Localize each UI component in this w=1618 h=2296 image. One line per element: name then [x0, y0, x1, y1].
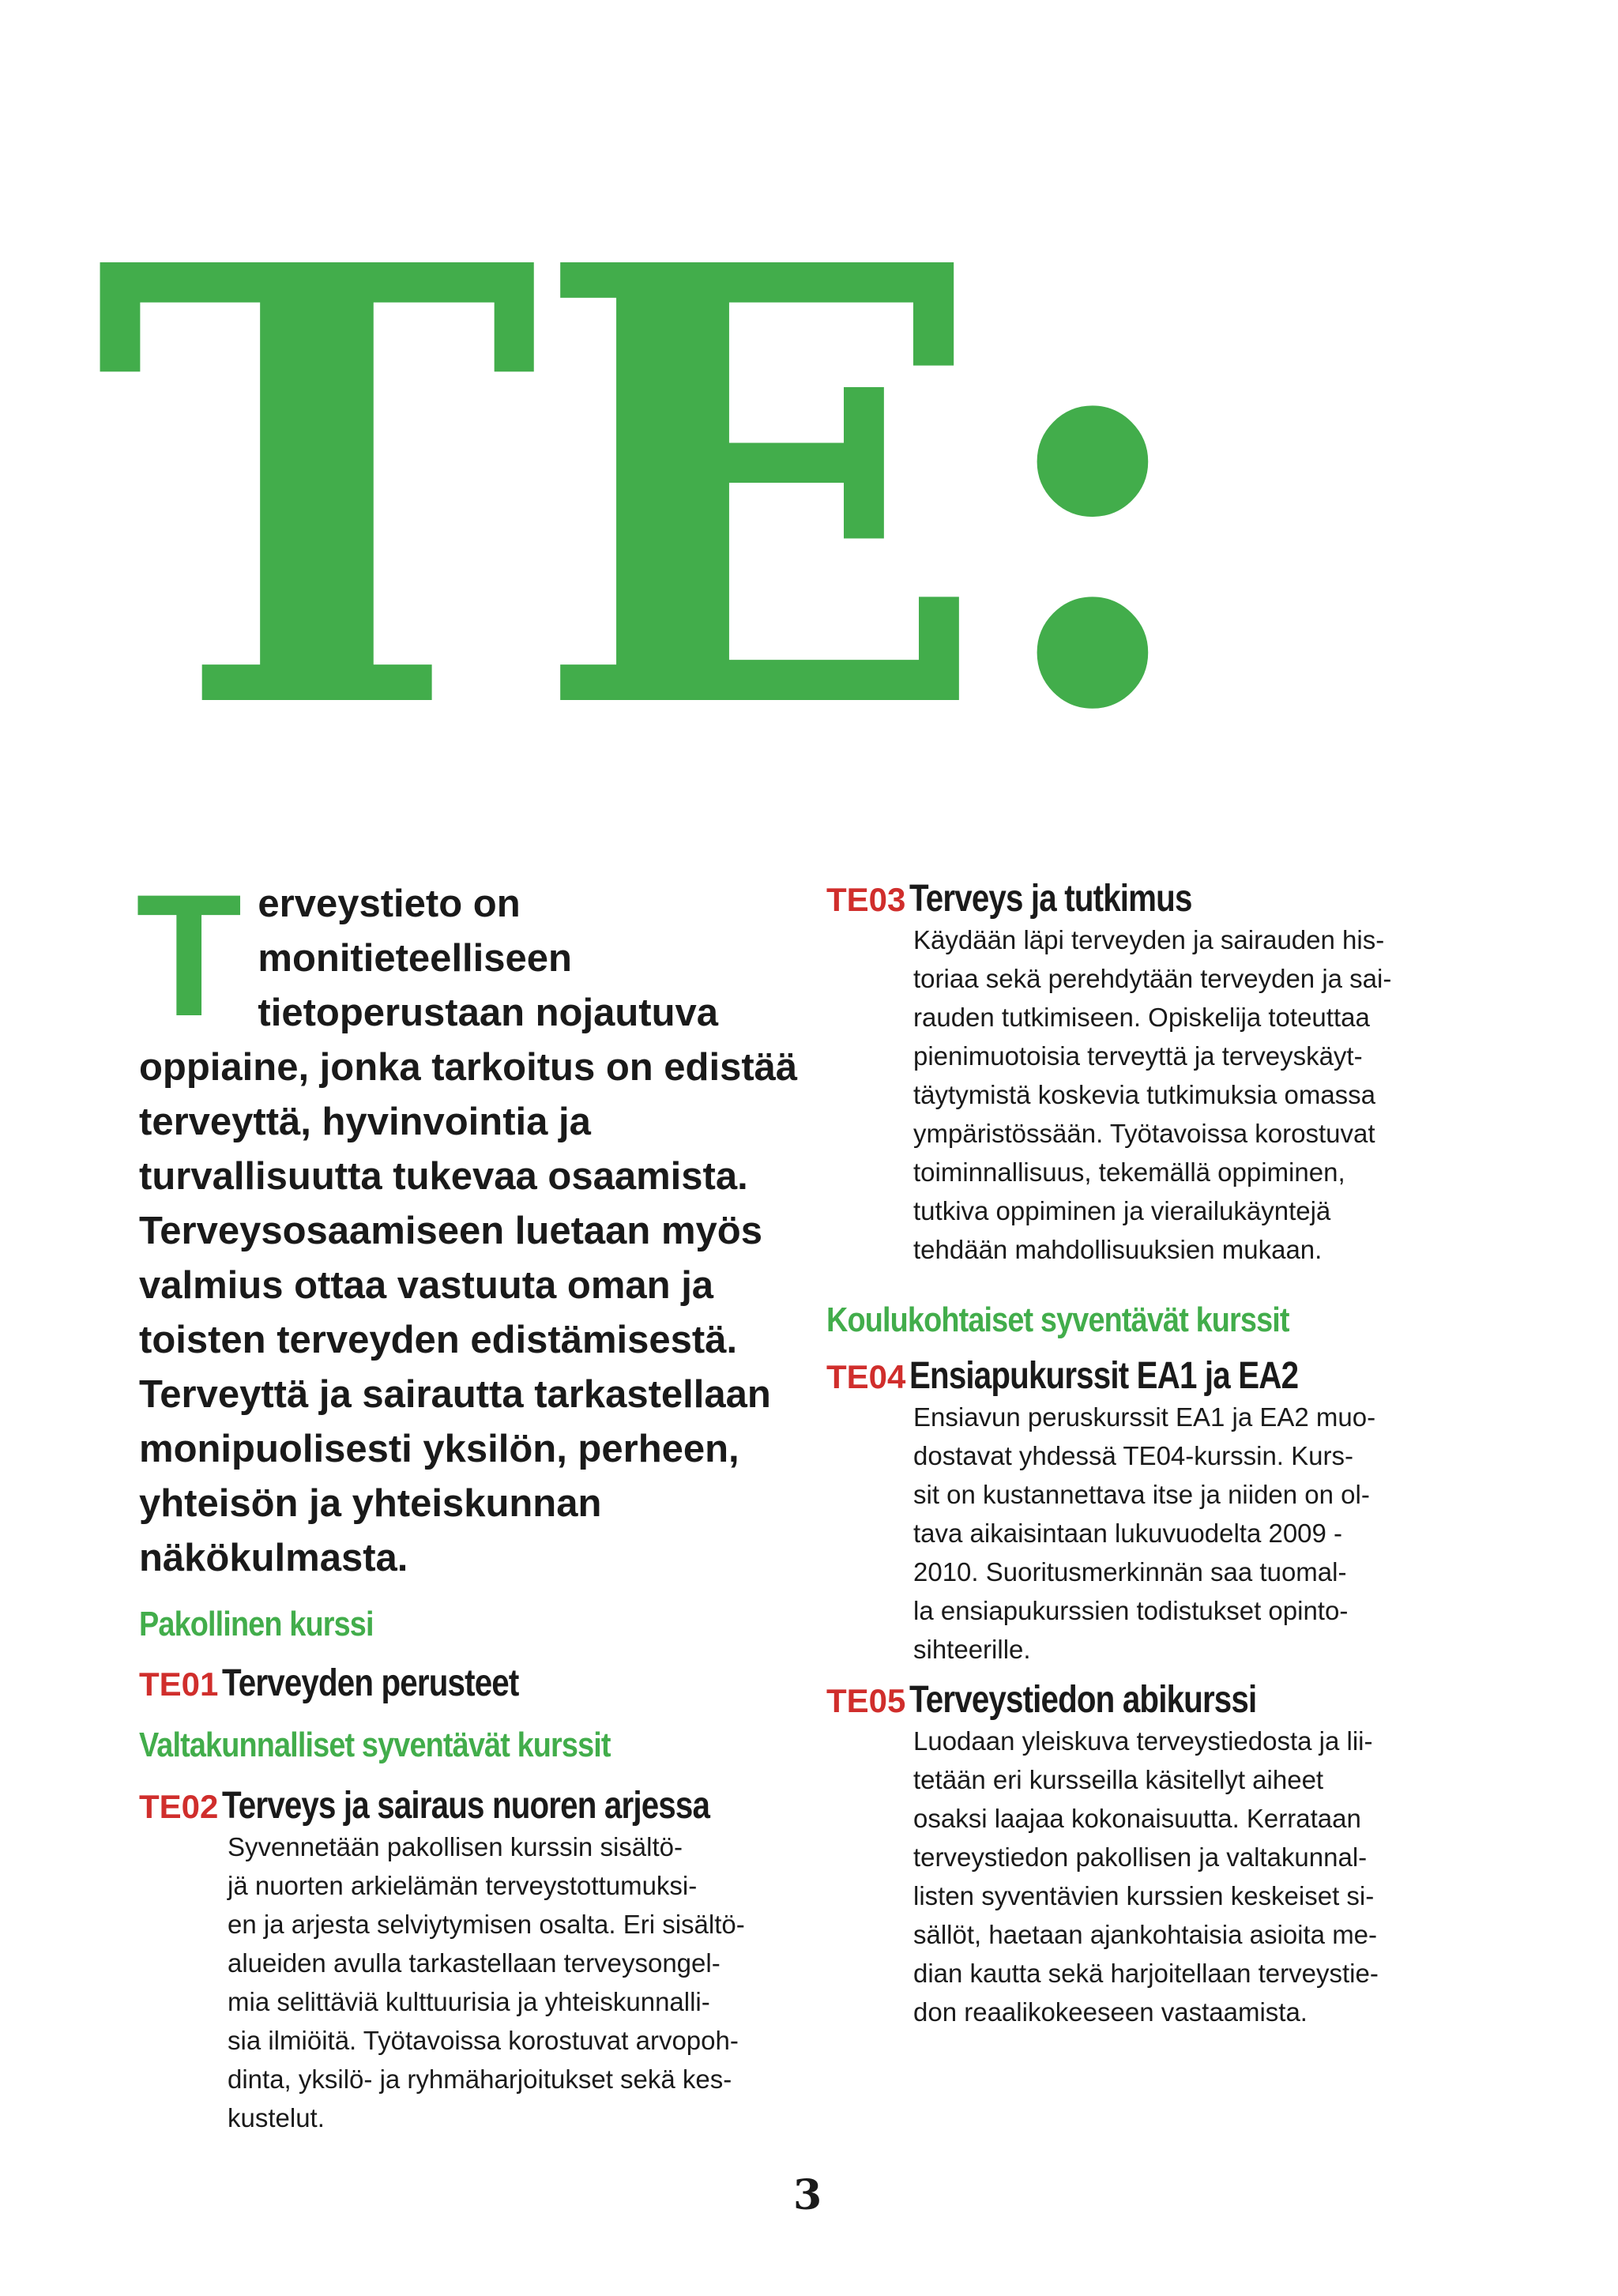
right-column — [826, 877, 1474, 2031]
course-te05-code: TE05 — [826, 1682, 906, 1719]
course-te04-description: Ensiavun peruskurssit EA1 ja EA2 muo- dostavat yhdessä TE04-kurssin. Kurs- sit on kustannettava itse ja niiden on ol- tava aikaisintaan lukuvuodelta 2009 - 2010. Suoritusmerkinnän saa tuomal- la ensiapukurssien todistukset opinto- sihteerille. — [913, 1402, 1376, 1664]
course-te02-description: Syvennetään pakollisen kurssin sisältö- jä nuorten arkielämän terveystottumuksi- en ja arjesta selviytymisen osalta. Eri sisältö- alueiden avulla tarkastellaan terveysongel- mia selittäviä kulttuurisia ja yhteiskunnalli- sia ilmiöitä. Työtavoissa korostuvat arvopoh- dinta, yksilö- ja ryhmäharjoitukset sekä kes- kustelut. — [228, 1832, 745, 2132]
course-te04-title: Ensiapukurssit EA1 ja EA2 — [909, 1355, 1299, 1397]
course-te05-heading — [826, 1678, 1474, 1722]
course-te02-title: Terveys ja sairaus nuoren arjessa — [221, 1785, 709, 1827]
course-te01-code: TE01 — [139, 1666, 219, 1703]
course-te03-code: TE03 — [826, 881, 906, 918]
left-column — [136, 858, 803, 2137]
course-te01-heading — [139, 1662, 803, 1705]
intro-text: erveystieto on monitieteelliseen tietoperustaan nojautuva oppiaine, jonka tarkoitus on edistää terveyttä, hyvinvointia ja turvallisuutta tukevaa osaamista. Terveysosaamiseen luetaan myös valmius ottaa vastuuta oman ja toisten terveyden edistämisestä. Terveyttä ja sairautta tarkastellaan monipuolisesti yksilön, perheen, yhteisön ja yhteiskunnan näkökulmasta. — [139, 883, 798, 1579]
course-te01-title: Terveyden perusteet — [221, 1662, 519, 1704]
course-te04-code: TE04 — [826, 1358, 906, 1395]
section-national: Valtakunnalliset syventävät kurssit — [139, 1726, 611, 1764]
course-te05-title: Terveystiedon abikurssi — [909, 1679, 1257, 1721]
section-school: Koulukohtaiset syventävät kurssit — [826, 1300, 1289, 1339]
course-te03-heading — [826, 877, 1474, 920]
course-te05-description: Luodaan yleiskuva terveystiedosta ja lii- tetään eri kursseilla käsitellyt aiheet osaksi laajaa kokonaisuutta. Kerrataan terveystiedon pakollisen ja valtakunnal- listen syventävien kurssien keskeiset si- sällöt, haetaan ajankohtaisia asioita me- dian kautta sekä harjoitellaan terveystie- don reaalikokeeseen vastaamista. — [913, 1726, 1379, 2027]
course-te04-heading — [826, 1354, 1474, 1398]
page-number: 3 — [793, 2171, 822, 2219]
course-te02-heading — [139, 1784, 803, 1827]
course-te02-code: TE02 — [139, 1788, 219, 1825]
course-te03-description: Käydään läpi terveyden ja sairauden his- toriaa sekä perehdytään terveyden ja sai- rauden tutkimiseen. Opiskelija toteuttaa pienimuotoisia terveyttä ja terveyskäyt- täytymistä koskevia tutkimuksia omassa ympäristössään. Työtavoissa korostuvat toiminnallisuus, tekemällä oppiminen, tutkiva oppiminen ja vierailukäyntejä tehdään mahdollisuuksien mukaan. — [913, 925, 1392, 1264]
course-te03-title: Terveys ja tutkimus — [909, 878, 1192, 920]
big-title: TE: — [93, 137, 1196, 842]
section-mandatory: Pakollinen kurssi — [139, 1605, 374, 1643]
dropcap: T — [136, 858, 243, 1052]
intro-paragraph — [136, 858, 803, 1586]
